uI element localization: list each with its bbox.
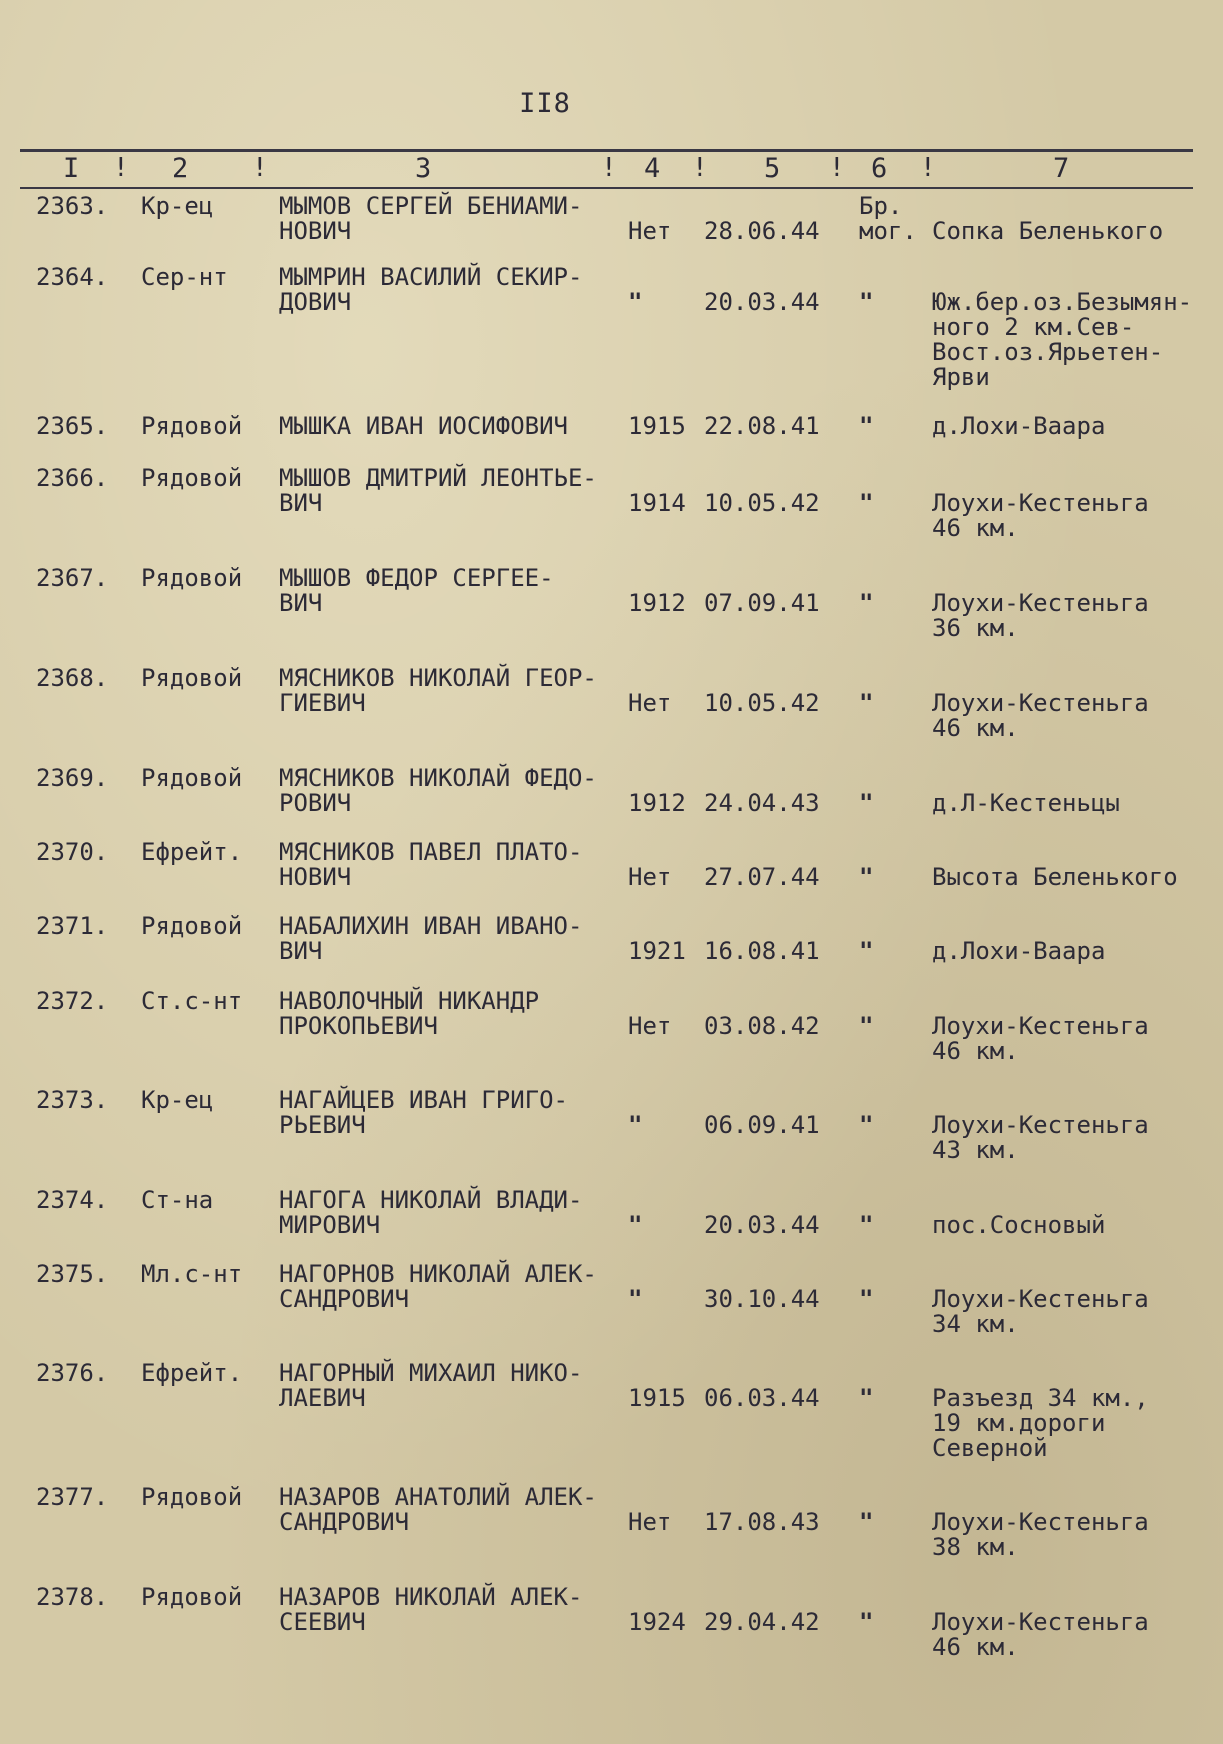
full-name-line: МЫМОВ СЕРГЕЙ БЕНИАМИ-: [279, 192, 583, 220]
full-name: [279, 466, 624, 516]
burial-type: [859, 1386, 873, 1411]
full-name-line: НАГОГА НИКОЛАЙ ВЛАДИ-: [279, 1186, 583, 1214]
burial-type-line: ": [859, 1285, 874, 1313]
military-rank: Мл.с-нт: [141, 1260, 243, 1288]
full-name: [279, 989, 624, 1039]
burial-place: [932, 414, 1222, 439]
page-number: II8: [519, 88, 571, 119]
burial-type: [859, 1510, 873, 1535]
full-name-line: МИРОВИЧ: [279, 1211, 381, 1239]
full-name: [279, 194, 624, 244]
column-header-2: 2: [172, 153, 189, 184]
record-number: 2364.: [36, 263, 109, 291]
burial-place-line: Высота Беленького: [932, 863, 1178, 891]
full-name-line: МЯСНИКОВ НИКОЛАЙ ГЕОР-: [279, 664, 597, 692]
full-name: [279, 1585, 624, 1635]
birth-year: ": [628, 1211, 643, 1239]
burial-type-line: ": [859, 489, 874, 517]
full-name-line: МЯСНИКОВ ПАВЕЛ ПЛАТО-: [279, 838, 583, 866]
record-number: 2369.: [36, 764, 109, 792]
birth-year: 1915: [628, 1384, 686, 1412]
burial-place: [932, 791, 1222, 816]
full-name-line: СЕЕВИЧ: [279, 1608, 366, 1636]
burial-place-line: Лоухи-Кестеньга: [932, 1508, 1149, 1536]
burial-type: [859, 414, 873, 439]
military-rank: Рядовой: [141, 412, 243, 440]
full-name-line: ВИЧ: [279, 489, 323, 517]
column-header-5: 5: [764, 153, 781, 184]
burial-place-line: 46 км.: [932, 514, 1019, 542]
birth-year: Нет: [628, 1508, 672, 1536]
burial-place-line: 46 км.: [932, 1633, 1019, 1661]
burial-place: [932, 290, 1222, 390]
burial-type: [859, 1014, 873, 1039]
column-separator: !: [829, 153, 845, 183]
burial-place-line: Лоухи-Кестеньга: [932, 589, 1149, 617]
column-separator: !: [692, 153, 708, 183]
military-rank: Рядовой: [141, 564, 243, 592]
record-number: 2375.: [36, 1260, 109, 1288]
record-number: 2373.: [36, 1086, 109, 1114]
burial-place: [932, 1113, 1222, 1163]
burial-type-line: Бр.: [859, 192, 903, 220]
burial-place-line: Лоухи-Кестеньга: [932, 1285, 1149, 1313]
full-name: [279, 914, 624, 964]
death-date: 10.05.42: [704, 489, 820, 517]
full-name: [279, 1088, 624, 1138]
record-number: 2367.: [36, 564, 109, 592]
burial-type-line: ": [859, 1384, 874, 1412]
column-header-3: 3: [415, 153, 432, 184]
burial-type-line: мог.: [859, 217, 917, 245]
military-rank: Рядовой: [141, 764, 243, 792]
military-rank: Ефрейт.: [141, 838, 243, 866]
military-rank: Ефрейт.: [141, 1359, 243, 1387]
full-name-line: НОВИЧ: [279, 863, 352, 891]
burial-type-line: ": [859, 1508, 874, 1536]
full-name: [279, 566, 624, 616]
burial-place-line: Вост.оз.Ярьетен-: [932, 338, 1164, 366]
full-name: [279, 666, 624, 716]
birth-year: Нет: [628, 1012, 672, 1040]
record-number: 2363.: [36, 192, 109, 220]
full-name-line: НАГАЙЦЕВ ИВАН ГРИГО-: [279, 1086, 568, 1114]
burial-place-line: Юж.бер.оз.Безымян-: [932, 288, 1193, 316]
death-date: 29.04.42: [704, 1608, 820, 1636]
burial-type-line: ": [859, 288, 874, 316]
birth-year: Нет: [628, 689, 672, 717]
death-date: 24.04.43: [704, 789, 820, 817]
burial-type: [859, 290, 873, 315]
burial-place-line: 34 км.: [932, 1310, 1019, 1338]
birth-year: Нет: [628, 863, 672, 891]
burial-type-line: ": [859, 789, 874, 817]
full-name-line: МЫШОВ ДМИТРИЙ ЛЕОНТЬЕ-: [279, 464, 597, 492]
full-name-line: МЯСНИКОВ НИКОЛАЙ ФЕДО-: [279, 764, 597, 792]
burial-place: [932, 691, 1222, 741]
full-name-line: НАБАЛИХИН ИВАН ИВАНО-: [279, 912, 583, 940]
table-top-rule: [20, 149, 1193, 152]
military-rank: Ст.с-нт: [141, 987, 243, 1015]
burial-place-line: 38 км.: [932, 1533, 1019, 1561]
burial-place: [932, 1610, 1222, 1660]
table-header-rule: [20, 187, 1193, 189]
death-date: 10.05.42: [704, 689, 820, 717]
burial-type-line: ": [859, 863, 874, 891]
full-name-line: МЫШКА ИВАН ИОСИФОВИЧ: [279, 412, 568, 440]
burial-place-line: ного 2 км.Сев-: [932, 313, 1135, 341]
record-number: 2371.: [36, 912, 109, 940]
death-date: 16.08.41: [704, 937, 820, 965]
full-name-line: ПРОКОПЬЕВИЧ: [279, 1012, 438, 1040]
death-date: 27.07.44: [704, 863, 820, 891]
burial-type-line: ": [859, 589, 874, 617]
burial-type: [859, 1213, 873, 1238]
burial-type-line: ": [859, 1211, 874, 1239]
burial-type: [859, 1287, 873, 1312]
burial-place: [932, 1287, 1222, 1337]
burial-place-line: д.Лохи-Ваара: [932, 937, 1106, 965]
column-separator: !: [252, 153, 268, 183]
full-name-line: ГИЕВИЧ: [279, 689, 366, 717]
burial-place-line: Разъезд 34 км.,: [932, 1384, 1149, 1412]
burial-place-line: Лоухи-Кестеньга: [932, 1012, 1149, 1040]
full-name-line: НАГОРНОВ НИКОЛАЙ АЛЕК-: [279, 1260, 597, 1288]
full-name-line: НАГОРНЫЙ МИХАИЛ НИКО-: [279, 1359, 583, 1387]
death-date: 30.10.44: [704, 1285, 820, 1313]
record-number: 2378.: [36, 1583, 109, 1611]
burial-place: [932, 1510, 1222, 1560]
full-name: [279, 265, 624, 315]
column-header-1: I: [63, 153, 80, 184]
burial-place-line: Сопка Беленького: [932, 217, 1164, 245]
full-name: [279, 1361, 624, 1411]
death-date: 17.08.43: [704, 1508, 820, 1536]
burial-place: [932, 939, 1222, 964]
burial-type: [859, 491, 873, 516]
burial-place-line: Ярви: [932, 363, 990, 391]
death-date: 28.06.44: [704, 217, 820, 245]
column-header-7: 7: [1053, 153, 1070, 184]
full-name: [279, 414, 624, 439]
death-date: 20.03.44: [704, 288, 820, 316]
birth-year: ": [628, 1285, 643, 1313]
burial-place: [932, 219, 1222, 244]
military-rank: Рядовой: [141, 664, 243, 692]
birth-year: 1924: [628, 1608, 686, 1636]
burial-type-line: ": [859, 412, 874, 440]
burial-place-line: Лоухи-Кестеньга: [932, 689, 1149, 717]
burial-place-line: 46 км.: [932, 714, 1019, 742]
burial-type-line: ": [859, 937, 874, 965]
burial-type: [859, 939, 873, 964]
full-name-line: НАВОЛОЧНЫЙ НИКАНДР: [279, 987, 540, 1015]
burial-place: [932, 1386, 1222, 1461]
record-number: 2368.: [36, 664, 109, 692]
military-rank: Рядовой: [141, 1583, 243, 1611]
full-name-line: НОВИЧ: [279, 217, 352, 245]
military-rank: Кр-ец: [141, 1086, 214, 1114]
military-rank: Рядовой: [141, 464, 243, 492]
burial-type-line: ": [859, 1111, 874, 1139]
full-name: [279, 1188, 624, 1238]
full-name-line: НАЗАРОВ АНАТОЛИЙ АЛЕК-: [279, 1483, 597, 1511]
record-number: 2376.: [36, 1359, 109, 1387]
column-separator: !: [113, 153, 129, 183]
burial-place-line: Лоухи-Кестеньга: [932, 1111, 1149, 1139]
burial-type: [859, 865, 873, 890]
full-name-line: ДОВИЧ: [279, 288, 352, 316]
birth-year: ": [628, 1111, 643, 1139]
full-name-line: МЫШОВ ФЕДОР СЕРГЕЕ-: [279, 564, 554, 592]
birth-year: 1915: [628, 412, 686, 440]
birth-year: Нет: [628, 217, 672, 245]
death-date: 06.09.41: [704, 1111, 820, 1139]
full-name-line: ВИЧ: [279, 589, 323, 617]
burial-type: [859, 791, 873, 816]
full-name-line: РЬЕВИЧ: [279, 1111, 366, 1139]
burial-place: [932, 591, 1222, 641]
burial-type: [859, 194, 917, 244]
column-header-6: 6: [871, 153, 888, 184]
military-rank: Сер-нт: [141, 263, 228, 291]
burial-type-line: ": [859, 1608, 874, 1636]
death-date: 22.08.41: [704, 412, 820, 440]
record-number: 2377.: [36, 1483, 109, 1511]
full-name: [279, 766, 624, 816]
column-separator: !: [920, 153, 936, 183]
column-header-row: [0, 153, 1223, 185]
burial-type: [859, 691, 873, 716]
burial-type: [859, 1610, 873, 1635]
burial-place-line: 43 км.: [932, 1136, 1019, 1164]
burial-type-line: ": [859, 1012, 874, 1040]
military-rank: Кр-ец: [141, 192, 214, 220]
full-name-line: НАЗАРОВ НИКОЛАЙ АЛЕК-: [279, 1583, 583, 1611]
burial-place-line: д.Л-Кестеньцы: [932, 789, 1120, 817]
burial-place-line: пос.Сосновый: [932, 1211, 1106, 1239]
burial-place: [932, 865, 1222, 890]
record-number: 2366.: [36, 464, 109, 492]
burial-type: [859, 1113, 873, 1138]
military-rank: Ст-на: [141, 1186, 214, 1214]
burial-place-line: 19 км.дороги: [932, 1409, 1106, 1437]
record-number: 2365.: [36, 412, 109, 440]
military-rank: Рядовой: [141, 1483, 243, 1511]
full-name-line: ВИЧ: [279, 937, 323, 965]
full-name: [279, 1485, 624, 1535]
record-number: 2370.: [36, 838, 109, 866]
record-number: 2372.: [36, 987, 109, 1015]
death-date: 20.03.44: [704, 1211, 820, 1239]
full-name-line: МЫМРИН ВАСИЛИЙ СЕКИР-: [279, 263, 583, 291]
birth-year: ": [628, 288, 643, 316]
birth-year: 1912: [628, 789, 686, 817]
full-name-line: ЛАЕВИЧ: [279, 1384, 366, 1412]
burial-place-line: Лоухи-Кестеньга: [932, 1608, 1149, 1636]
full-name-line: РОВИЧ: [279, 789, 352, 817]
full-name: [279, 840, 624, 890]
full-name: [279, 1262, 624, 1312]
record-number: 2374.: [36, 1186, 109, 1214]
military-rank: Рядовой: [141, 912, 243, 940]
full-name-line: САНДРОВИЧ: [279, 1285, 410, 1313]
burial-place-line: 36 км.: [932, 614, 1019, 642]
death-date: 07.09.41: [704, 589, 820, 617]
birth-year: 1921: [628, 937, 686, 965]
burial-place: [932, 1213, 1222, 1238]
burial-place: [932, 491, 1222, 541]
burial-place-line: д.Лохи-Ваара: [932, 412, 1106, 440]
burial-place-line: Лоухи-Кестеньга: [932, 489, 1149, 517]
column-separator: !: [601, 153, 617, 183]
burial-place-line: 46 км.: [932, 1037, 1019, 1065]
death-date: 03.08.42: [704, 1012, 820, 1040]
burial-type-line: ": [859, 689, 874, 717]
burial-place: [932, 1014, 1222, 1064]
column-header-4: 4: [644, 153, 661, 184]
full-name-line: САНДРОВИЧ: [279, 1508, 410, 1536]
birth-year: 1914: [628, 489, 686, 517]
death-date: 06.03.44: [704, 1384, 820, 1412]
burial-type: [859, 591, 873, 616]
birth-year: 1912: [628, 589, 686, 617]
burial-place-line: Северной: [932, 1434, 1048, 1462]
